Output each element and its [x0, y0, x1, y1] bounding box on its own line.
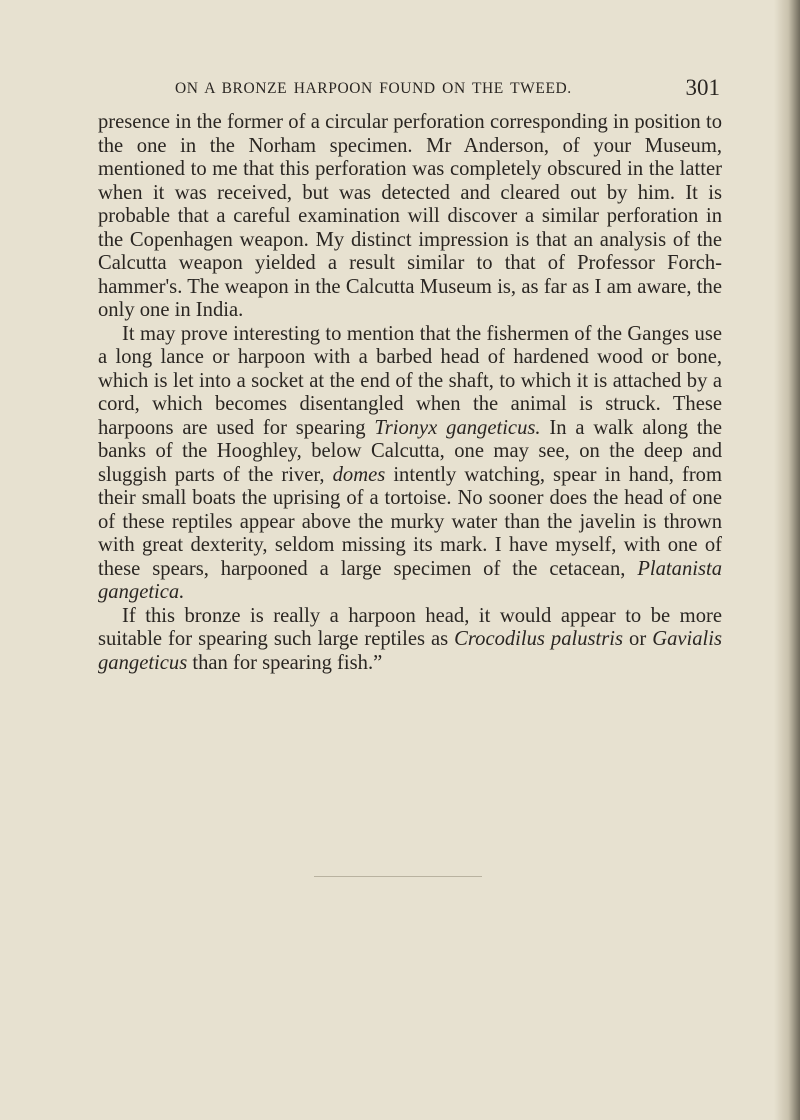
body-text — [98, 111, 722, 675]
text-segment: In a walk along the banks of the Hooghley, below Calcutta, one may see, on the deep and sluggish parts of the river, — [98, 416, 723, 486]
species-name-trionyx: Trionyx gangeticus. — [374, 416, 541, 439]
section-divider — [314, 876, 482, 877]
paragraph-2 — [98, 323, 722, 605]
species-name-gavialis: Gavialis gangeticus — [98, 628, 722, 674]
text-segment: If this bronze is really a harpoon head, it would appear to be more suitable for spearing such large reptiles as — [98, 604, 722, 650]
species-name-platanista: Platanista gangetica. — [98, 557, 722, 603]
text-segment: presence in the former of a circular perforation corresponding in position to the one in the Norham specimen. Mr Anderson, of your Museum, mentioned to me that this perforation was completely obscured in the latter when it was received, but was detected and cleared out by him. It is probable that a careful examination will discover a similar perforation in the Copenhagen weapon. My distinct impression is that an analysis of the Calcutta weapon yielded a result similar to that of Professor Forch-hammer's. The weapon in the Calcutta Museum is, as far as I am aware, the only one in India. — [98, 111, 722, 321]
page-header — [175, 75, 720, 104]
text-segment: or — [623, 628, 653, 650]
paragraph-1 — [98, 111, 722, 323]
species-name-crocodilus: Crocodilus palustris — [454, 628, 624, 650]
text-segment: intently watching, spear in hand, from their small boats the uprising of a tortoise. No sooner does the head of one of these reptiles appear above the murky water than the javelin is thrown with great dexterity, seldom missing its mark. I have myself, with one of these spears, harpooned a large specimen of the cetacean, — [98, 463, 722, 580]
running-head: ON A BRONZE HARPOON FOUND ON THE TWEED. — [175, 80, 572, 97]
paragraph-3 — [98, 605, 722, 676]
term-domes: domes — [332, 463, 386, 486]
page-number: 301 — [685, 75, 720, 100]
page-edge-shadow — [774, 0, 800, 1120]
text-segment: It may prove interesting to mention that the fishermen of the Ganges use a long lance or harpoon with a barbed head of hardened wood or bone, which is let into a socket at the end of the shaft, to which it is attached by a cord, which becomes disentangled when the animal is struck. These harpoons are used for spearing — [98, 322, 722, 439]
text-segment: than for spearing fish.” — [187, 651, 383, 674]
